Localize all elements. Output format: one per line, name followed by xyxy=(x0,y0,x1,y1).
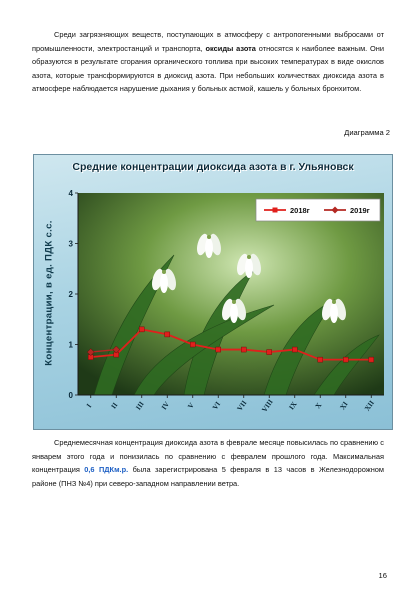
y-tick-label: 1 xyxy=(68,340,73,350)
petal-shape xyxy=(205,238,213,258)
petal-shape xyxy=(160,273,168,293)
x-tick-label: XII xyxy=(363,399,376,413)
data-point-2018г xyxy=(139,327,144,332)
y-tick-label: 2 xyxy=(68,290,73,299)
chart-legend xyxy=(256,199,380,221)
intro-text-1: Среди загрязняющих веществ, поступающих в атмосферу с антропогенными выбросами от промышленности, электростанций и транспорта, xyxy=(32,30,384,53)
flower-stem-top xyxy=(162,270,166,274)
chart-title: Средние концентрации диоксида азота в г. Ульяновск xyxy=(72,161,354,173)
data-point-2018г xyxy=(369,357,374,362)
summary-paragraph xyxy=(32,436,384,490)
data-point-2018г xyxy=(216,347,221,352)
y-tick-label: 4 xyxy=(68,189,73,198)
data-point-2018г xyxy=(292,347,297,352)
chart-panel xyxy=(33,154,393,430)
summary-text-1: Среднемесячная концентрация диоксида азота в феврале месяце повысилась по сравнению с январем этого года и понизилась по сравнению с февралем прошлого года. Максимальная концентрация xyxy=(32,438,384,475)
y-tick-label: 0 xyxy=(68,391,73,400)
x-tick-label: VIII xyxy=(260,397,275,414)
x-tick-label: IX xyxy=(287,400,299,412)
x-tick-label: VI xyxy=(211,400,223,412)
line-chart xyxy=(34,155,392,429)
page-number: 16 xyxy=(378,571,387,580)
max-concentration-value: 0,6 ПДКм.р. xyxy=(84,465,129,475)
flower-stem-top xyxy=(207,235,211,239)
intro-paragraph xyxy=(32,28,384,96)
data-point-2018г xyxy=(241,347,246,352)
petal-shape xyxy=(245,258,253,278)
data-point-2018г xyxy=(165,332,170,337)
data-point-2018г xyxy=(267,350,272,355)
data-point-2018г xyxy=(318,357,323,362)
intro-text-2: относятся к наиболее важным. Они образуются в результате сгорания органического топлива при высоких температурах в виде окислов азота, которые трансформируются в диоксид азота. При небольших количествах диоксида азота в атмосфере наблюдается нарушение дыхания у больных астмой, кашель у больных бронхитом. xyxy=(32,43,385,94)
summary-text-2: была зарегистрирована 5 февраля в 13 часов в Железнодорожном районе (ПНЗ №4) при северо-западном направлении ветра. xyxy=(32,465,385,488)
data-point-2018г xyxy=(190,342,195,347)
x-tick-label: I xyxy=(85,402,94,410)
x-tick-label: XI xyxy=(338,400,350,412)
intro-bold-term: оксиды азота xyxy=(205,43,256,53)
diagram-label: Диаграмма 2 xyxy=(344,128,390,137)
legend-label-2018г: 2018г xyxy=(290,206,310,215)
x-tick-label: V xyxy=(186,401,196,411)
data-point-2018г xyxy=(343,357,348,362)
flower-stem-top xyxy=(232,300,236,304)
x-tick-label: IV xyxy=(160,400,172,412)
x-tick-label: VII xyxy=(235,399,249,413)
petal-shape xyxy=(230,303,238,323)
x-tick-label: X xyxy=(313,401,324,411)
legend-label-2019г: 2019г xyxy=(350,206,370,215)
legend-marker-2018г xyxy=(273,208,278,213)
x-tick-label: II xyxy=(109,401,120,411)
flower-stem-top xyxy=(332,300,336,304)
petal-shape xyxy=(330,303,338,323)
flower-stem-top xyxy=(247,255,251,259)
y-axis-label: Концентрации, в ед. ПДК с.с. xyxy=(43,220,55,366)
y-tick-label: 3 xyxy=(68,239,73,249)
x-tick-label: III xyxy=(134,400,146,412)
